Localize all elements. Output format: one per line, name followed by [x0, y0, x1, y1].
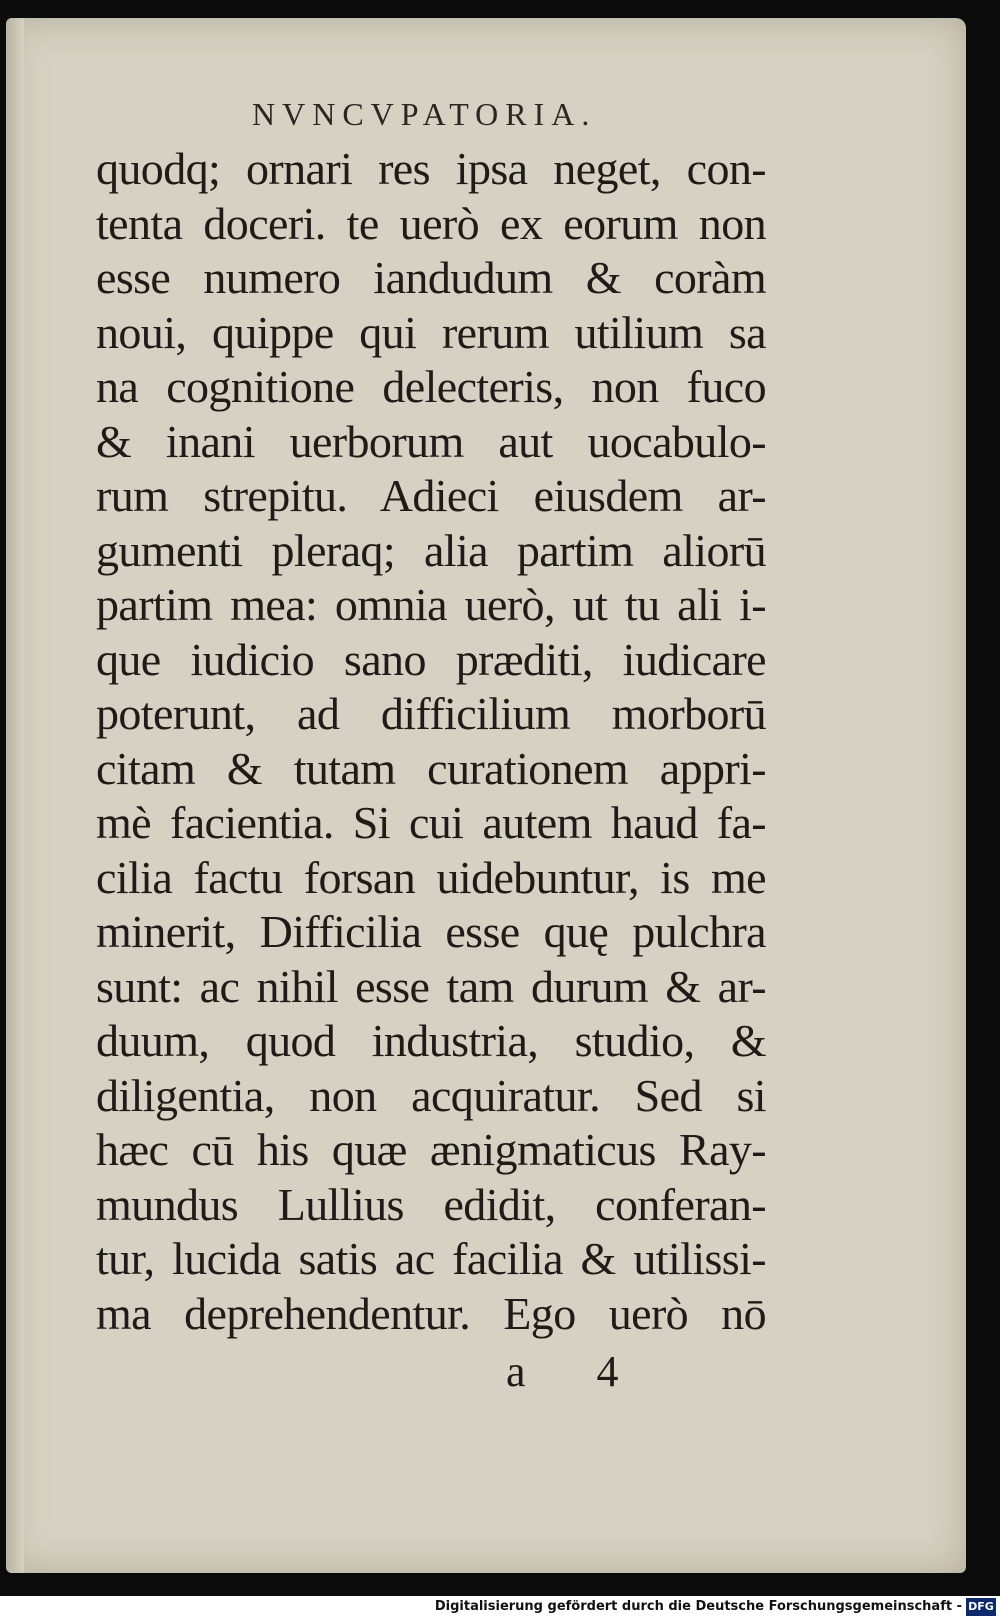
text-line: ma deprehendentur. Ego uerò nō	[96, 1287, 766, 1339]
text-line: poterunt, ad difficilium morborū	[96, 688, 766, 739]
dfg-logo: DFG	[966, 1598, 996, 1616]
text-line: diligentia, non acquiratur. Sed si	[96, 1069, 766, 1121]
text-line: cilia factu forsan uidebuntur, is me	[96, 851, 766, 903]
text-line: mè facientia. Si cui autem haud fa-	[96, 797, 766, 848]
running-head: NVNCVPATORIA.	[252, 96, 597, 132]
signature-mark: a 4	[506, 1347, 649, 1396]
text-line: na cognitione delecteris, non fuco	[96, 361, 766, 412]
funding-credit: Digitalisierung gefördert durch die Deutsche Forschungsgemeinschaft -	[434, 1599, 962, 1614]
text-line: duum, quod industria, studio, &	[96, 1015, 766, 1066]
text-line: rum strepitu. Adieci eiusdem ar-	[96, 470, 766, 521]
text-line: & inani uerborum aut uocabulo-	[96, 415, 766, 467]
text-line: partim mea: omnia uerò, ut tu ali i-	[96, 579, 766, 630]
text-line: hæc cū his quæ ænigmaticus Ray-	[96, 1124, 766, 1175]
text-line: gumenti pleraq; alia partim aliorū	[96, 524, 766, 576]
text-block	[96, 142, 766, 1341]
text-line: sunt: ac nihil esse tam durum & ar-	[96, 960, 766, 1012]
text-line: quodq; ornari res ipsa neget, con-	[96, 143, 766, 194]
text-line: minerit, Difficilia esse quę pulchra	[96, 906, 766, 957]
text-line: tur, lucida satis ac facilia & utilissi-	[96, 1233, 766, 1284]
text-line: noui, quippe qui rerum utilium sa	[96, 306, 766, 358]
text-line: esse numero iandudum & coràm	[96, 252, 766, 303]
text-line: mundus Lullius edidit, conferan-	[96, 1178, 766, 1230]
text-line: que iudicio sano præditi, iudicare	[96, 633, 766, 685]
text-line: tenta doceri. te uerò ex eorum non	[96, 197, 766, 249]
text-line: citam & tutam curationem appri-	[96, 742, 766, 794]
page-gutter-shadow	[6, 18, 24, 1573]
